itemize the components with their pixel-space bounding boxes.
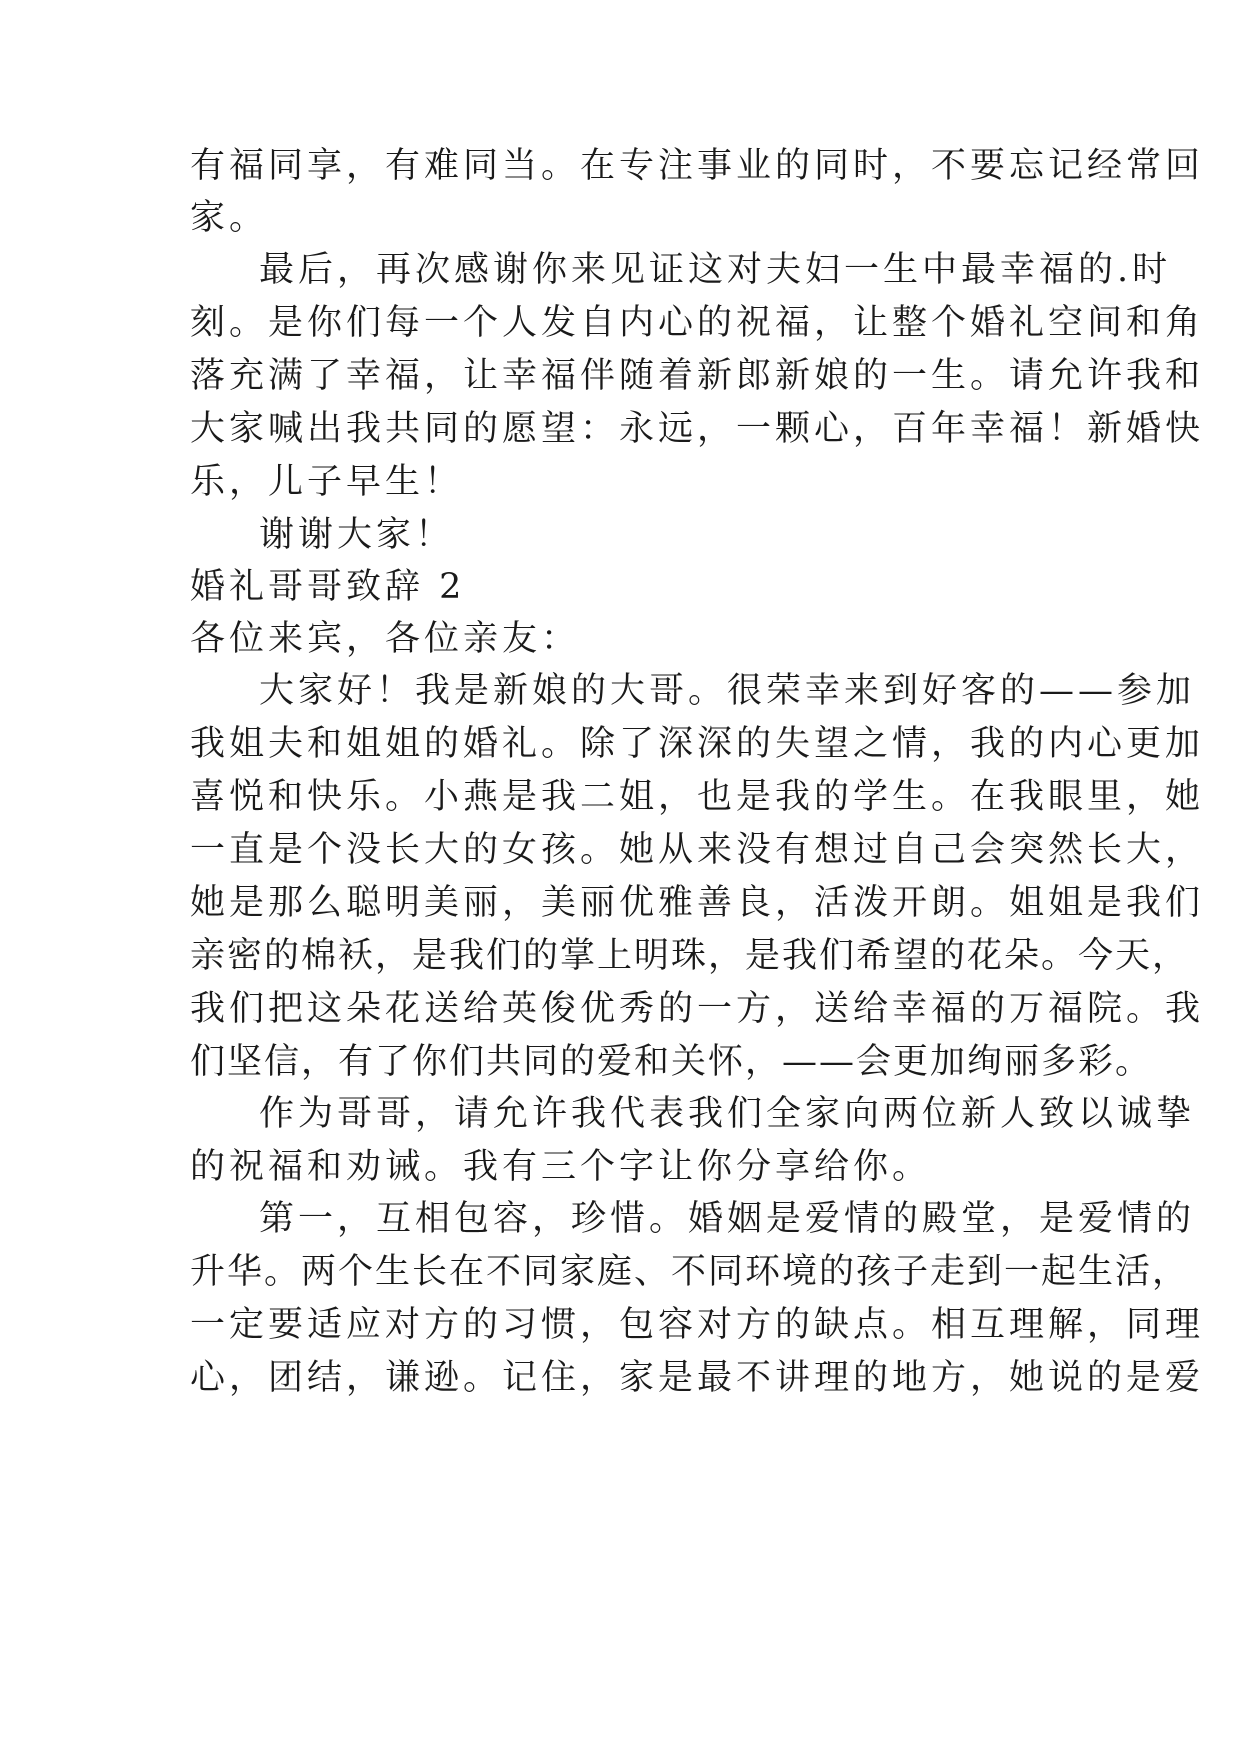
- paragraph-line: 升华。两个生长在不同家庭、不同环境的孩子走到一起生活，: [190, 1252, 1190, 1292]
- paragraph-line: 大家好！我是新娘的大哥。很荣幸来到好客的——参加: [259, 671, 1196, 711]
- paragraph-line: 她是那么聪明美丽，美丽优雅善良，活泼开朗。姐姐是我们: [190, 883, 1205, 923]
- paragraph-line: 刻。是你们每一个人发自内心的祝福，让整个婚礼空间和角: [190, 303, 1205, 343]
- paragraph-line: 第一，互相包容，珍惜。婚姻是爱情的殿堂，是爱情的: [259, 1199, 1196, 1239]
- paragraph-line: 我姐夫和姐姐的婚礼。除了深深的失望之情，我的内心更加: [190, 724, 1205, 764]
- paragraph-line: 落充满了幸福，让幸福伴随着新郎新娘的一生。请允许我和: [190, 356, 1205, 396]
- paragraph-line: 最后，再次感谢你来见证这对夫妇一生中最幸福的.时: [259, 250, 1172, 290]
- paragraph-line: 作为哥哥，请允许我代表我们全家向两位新人致以诚挚: [259, 1094, 1196, 1134]
- paragraph-line: 们坚信，有了你们共同的爱和关怀，——会更加绚丽多彩。: [190, 1042, 1153, 1082]
- section-heading: 婚礼哥哥致辞 2: [190, 567, 466, 607]
- paragraph-line: 喜悦和快乐。小燕是我二姐，也是我的学生。在我眼里，她: [190, 777, 1205, 817]
- paragraph-line: 的祝福和劝诫。我有三个字让你分享给你。: [190, 1147, 932, 1187]
- paragraph-line: 谢谢大家！: [259, 515, 455, 555]
- paragraph-line: 一直是个没长大的女孩。她从来没有想过自己会突然长大，: [190, 830, 1205, 870]
- paragraph-line: 我们把这朵花送给英俊优秀的一方，送给幸福的万福院。我: [190, 989, 1205, 1029]
- paragraph-line: 乐，儿子早生！: [190, 462, 464, 502]
- salutation: 各位来宾，各位亲友：: [190, 619, 581, 659]
- paragraph-line: 心，团结，谦逊。记住，家是最不讲理的地方，她说的是爱: [190, 1358, 1205, 1398]
- paragraph-line: 大家喊出我共同的愿望：永远，一颗心，百年幸福！新婚快: [190, 409, 1205, 449]
- paragraph-line: 家。: [190, 198, 269, 238]
- paragraph-line: 亲密的棉袄，是我们的掌上明珠，是我们希望的花朵。今天，: [190, 936, 1190, 976]
- paragraph-line: 有福同享，有难同当。在专注事业的同时，不要忘记经常回: [190, 146, 1205, 186]
- paragraph-line: 一定要适应对方的习惯，包容对方的缺点。相互理解，同理: [190, 1305, 1205, 1345]
